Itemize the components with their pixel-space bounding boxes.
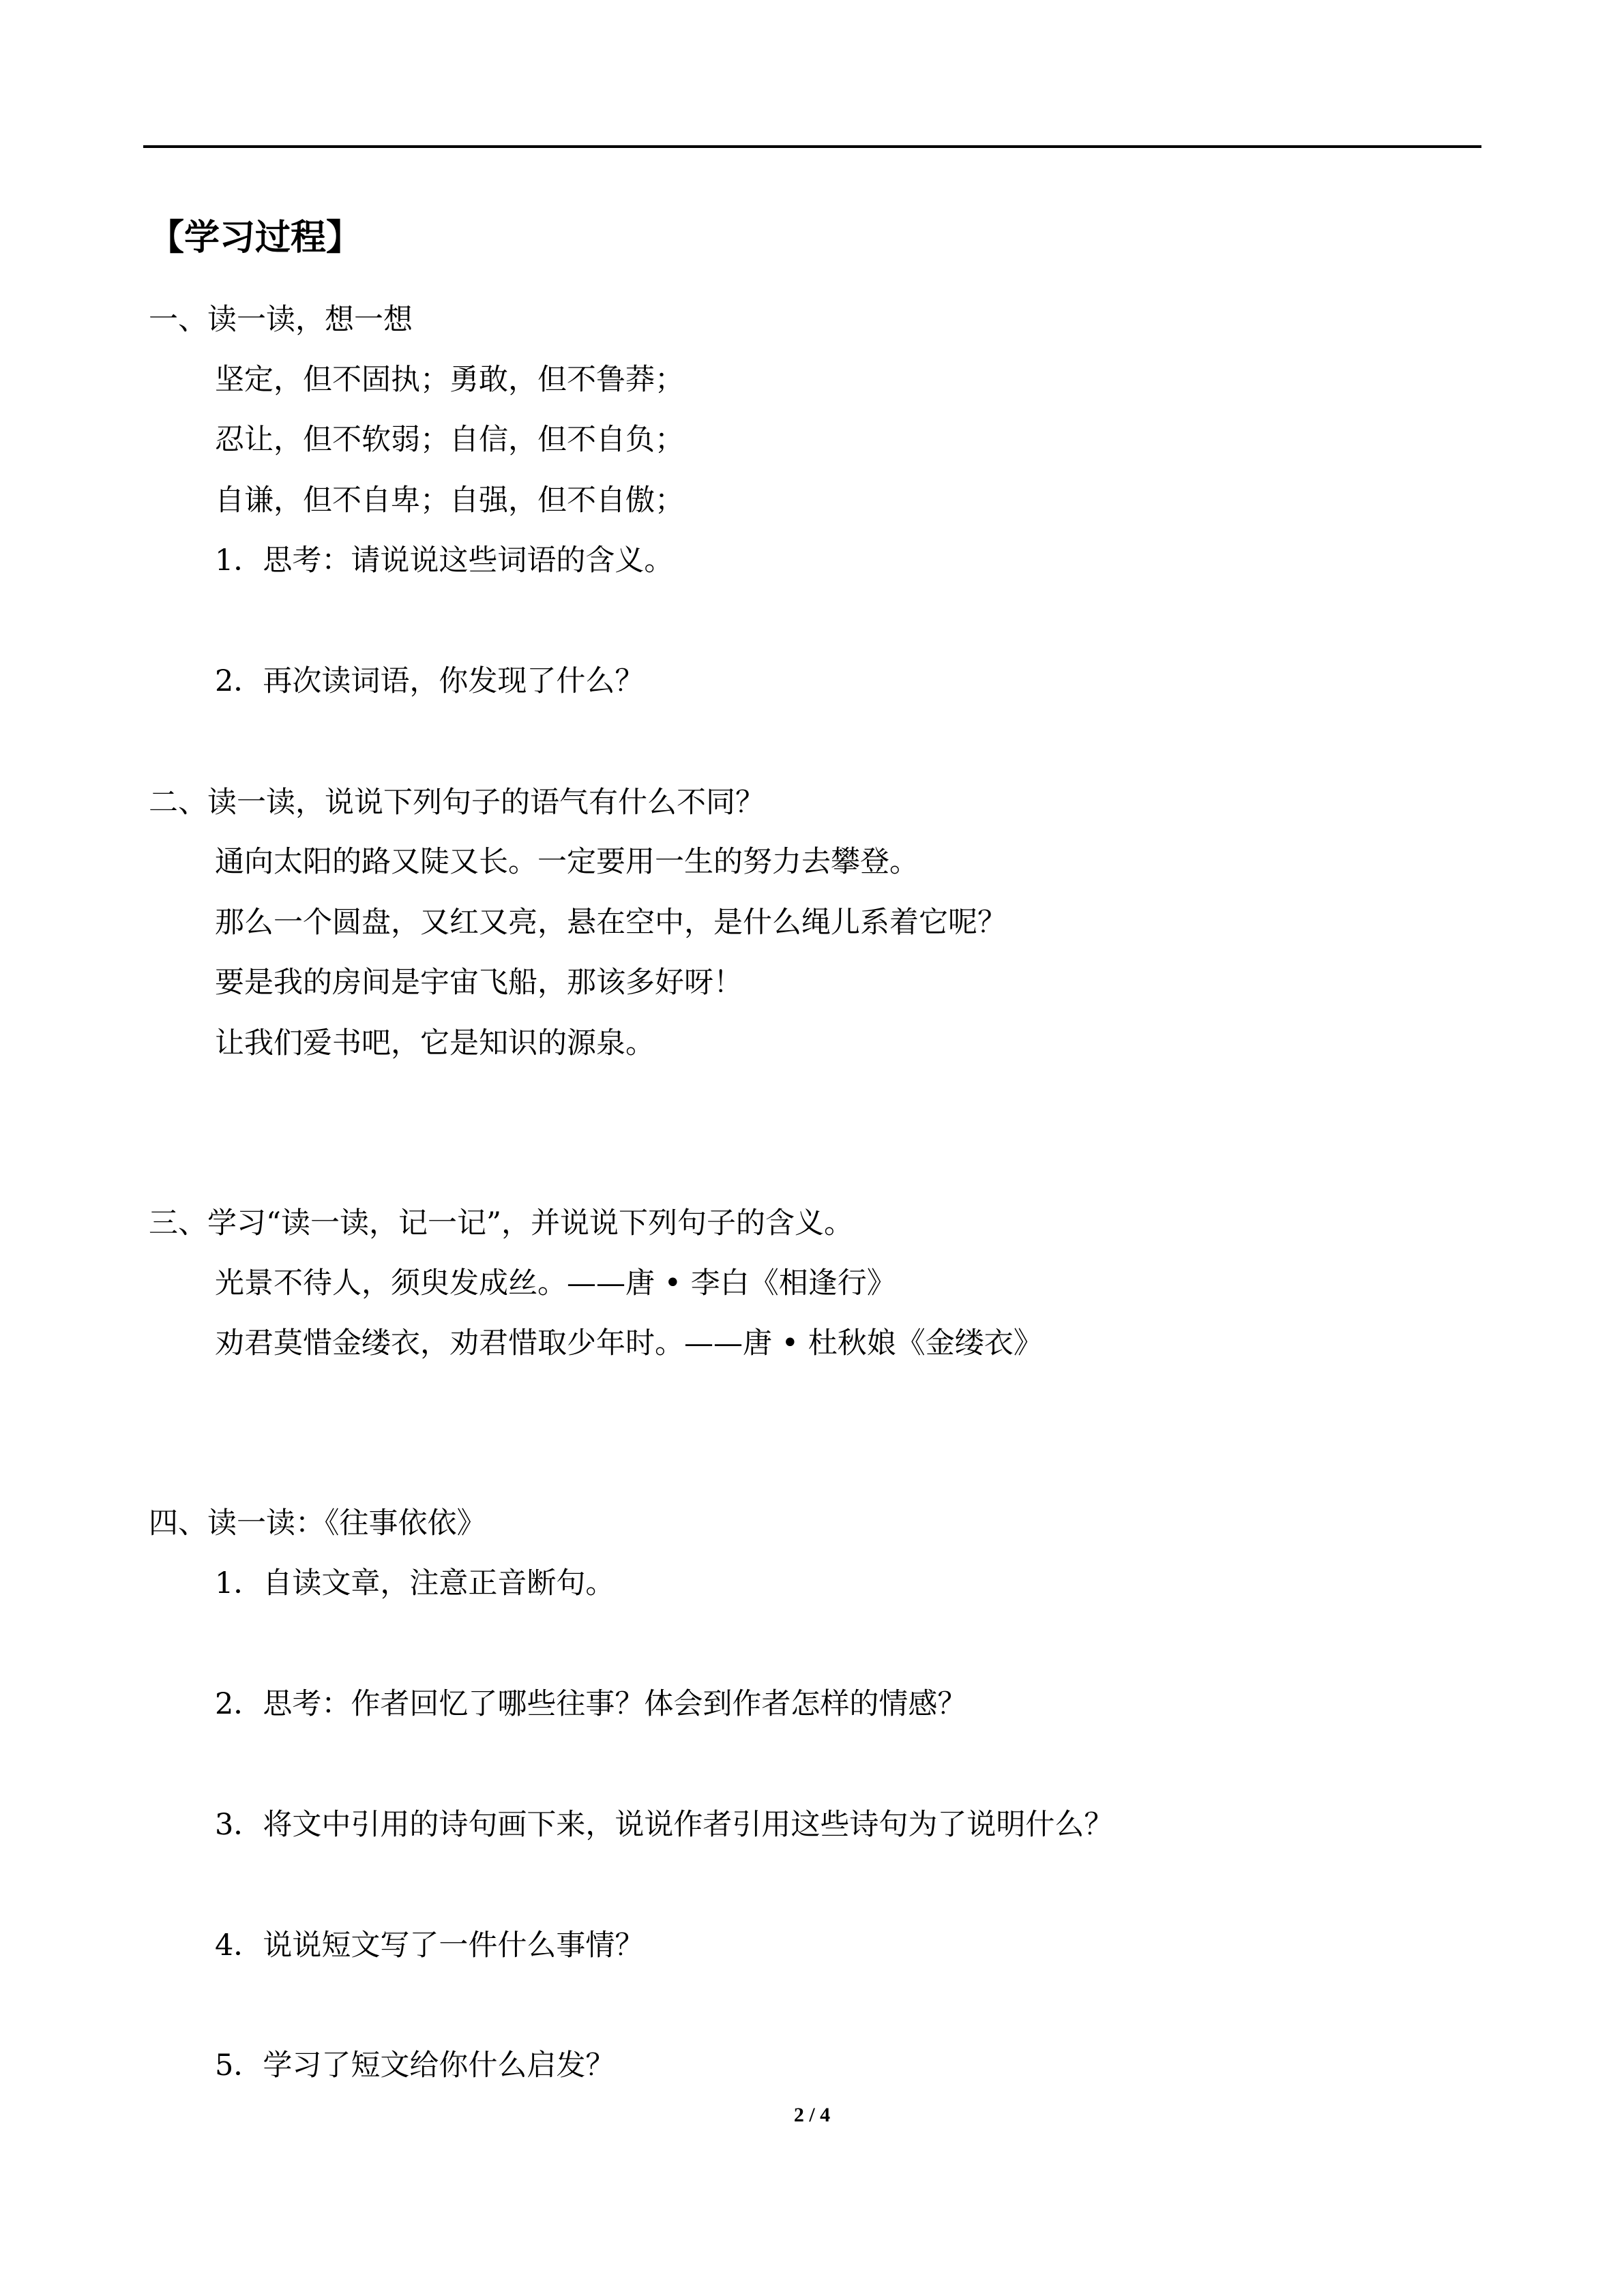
section-1-question: 1．思考：请说说这些词语的含义。 [215, 543, 674, 578]
section-1-line: 忍让，但不软弱；自信，但不自负； [215, 423, 684, 457]
section-3-quote: 劝君莫惜金缕衣，劝君惜取少年时。——唐 • 杜秋娘《金缕衣》 [215, 1326, 1043, 1360]
section-2-title: 二、读一读，说说下列句子的语气有什么不同？ [149, 786, 765, 820]
section-4-question: 2．思考：作者回忆了哪些往事？体会到作者怎样的情感？ [215, 1687, 967, 1721]
section-2-sentence: 那么一个圆盘，又红又亮，悬在空中，是什么绳儿系着它呢？ [215, 906, 1007, 940]
section-4-question: 5．学习了短文给你什么启发？ [215, 2048, 615, 2083]
section-4-question: 4．说说短文写了一件什么事情？ [215, 1928, 645, 1963]
section-3-title: 三、学习“读一读，记一记”，并说说下列句子的含义。 [149, 1206, 853, 1240]
section-4-question: 3．将文中引用的诗句画下来，说说作者引用这些诗句为了说明什么？ [215, 1808, 1114, 1842]
section-2-sentence: 要是我的房间是宇宙飞船，那该多好呀！ [215, 966, 743, 1000]
section-3-quote: 光景不待人，须臾发成丝。——唐 • 李白《相逢行》 [215, 1266, 896, 1300]
section-4-title: 四、读一读：《往事依依》 [149, 1506, 486, 1540]
page-number: 2 / 4 [793, 2104, 831, 2126]
section-4-question: 1．自读文章，注意正音断句。 [215, 1566, 615, 1600]
header-rule [143, 145, 1481, 148]
section-1-title: 一、读一读，想一想 [149, 303, 413, 337]
section-heading: 【学习过程】 [149, 217, 362, 258]
section-2-sentence: 让我们爱书吧，它是知识的源泉。 [215, 1026, 655, 1060]
section-1-line: 坚定，但不固执；勇敢，但不鲁莽； [215, 363, 684, 397]
section-1-line: 自谦，但不自卑；自强，但不自傲； [215, 483, 684, 518]
section-2-sentence: 通向太阳的路又陡又长。一定要用一生的努力去攀登。 [215, 845, 919, 879]
section-1-question: 2．再次读词语，你发现了什么？ [215, 664, 645, 698]
